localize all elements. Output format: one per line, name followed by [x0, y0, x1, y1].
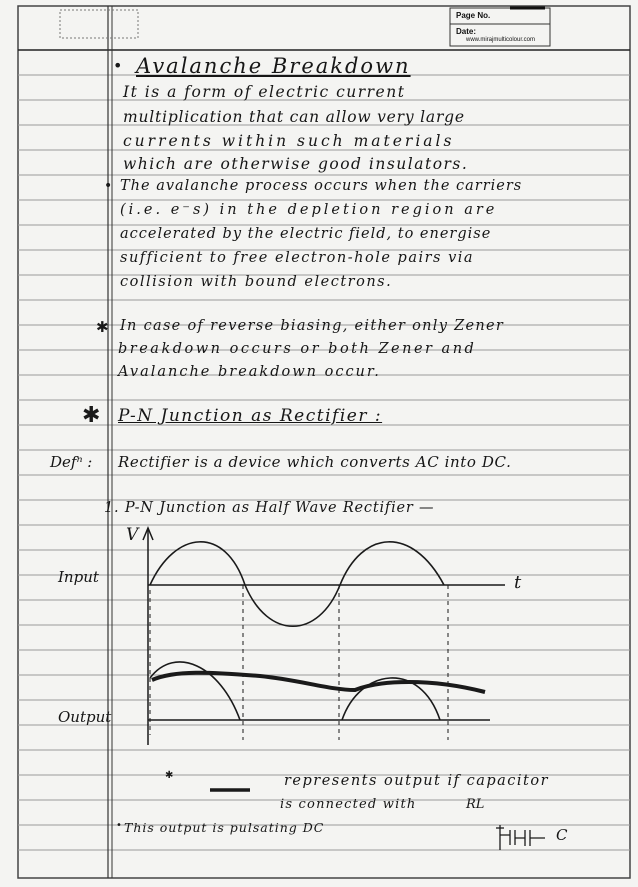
input-label: Input: [58, 568, 99, 586]
para1-line1: It is a form of electric current: [123, 83, 406, 101]
page-no-label: Page No.: [456, 11, 491, 20]
star-icon: ✱: [165, 770, 174, 781]
date-label: Date:: [456, 27, 477, 36]
bullet-dot: •: [116, 820, 122, 831]
para3-line3: Avalanche breakdown occur.: [118, 364, 381, 380]
website-label: www.mirajmulticolour.com: [466, 37, 536, 43]
legend-rl: RL: [466, 797, 485, 812]
star-icon: ✱: [96, 318, 109, 336]
output-half-wave-1: [150, 662, 240, 720]
heading-avalanche: Avalanche Breakdown: [136, 54, 411, 78]
capacitor-label: C: [556, 826, 568, 844]
output-label: Output: [58, 708, 112, 726]
bullet-dot: •: [113, 56, 123, 75]
para2-line5: collision with bound electrons.: [120, 274, 393, 290]
filtered-output-curve: [152, 673, 485, 692]
capacitor-symbol: [496, 825, 545, 850]
legend-line1: represents output if capacitor: [284, 773, 550, 789]
para3-line1: In case of reverse biasing, either only Zener: [120, 318, 505, 334]
para1-line2: multiplication that can allow very large: [123, 108, 465, 126]
para1-line4: which are otherwise good insulators.: [123, 155, 469, 173]
para3-line2: breakdown occurs or both Zener and: [118, 341, 477, 357]
subheading-half-wave: 1. P-N Junction as Half Wave Rectifier —: [104, 500, 435, 516]
para2-line4: sufficient to free electron-hole pairs via: [120, 250, 475, 266]
definition-text: Rectifier is a device which converts AC into DC.: [118, 453, 512, 471]
para1-line3: currents within such materials: [123, 132, 455, 150]
t-axis-label: t: [514, 572, 522, 593]
para2-line3: accelerated by the electric field, to energise: [120, 226, 492, 242]
footer-note: This output is pulsating DC: [124, 820, 325, 835]
para2-line2: (i.e. e⁻s) in the depletion region are: [120, 202, 498, 218]
para2-line1: The avalanche process occurs when the carriers: [120, 178, 523, 194]
heading-rectifier: P-N Junction as Rectifier :: [118, 406, 383, 426]
definition-label: Defⁿ :: [50, 453, 93, 471]
star-icon: ✱: [82, 403, 101, 428]
bullet-dot: •: [104, 178, 113, 194]
v-axis-label: V: [126, 525, 139, 545]
legend-line2: is connected with: [280, 797, 417, 812]
input-sine-wave: [150, 542, 444, 626]
